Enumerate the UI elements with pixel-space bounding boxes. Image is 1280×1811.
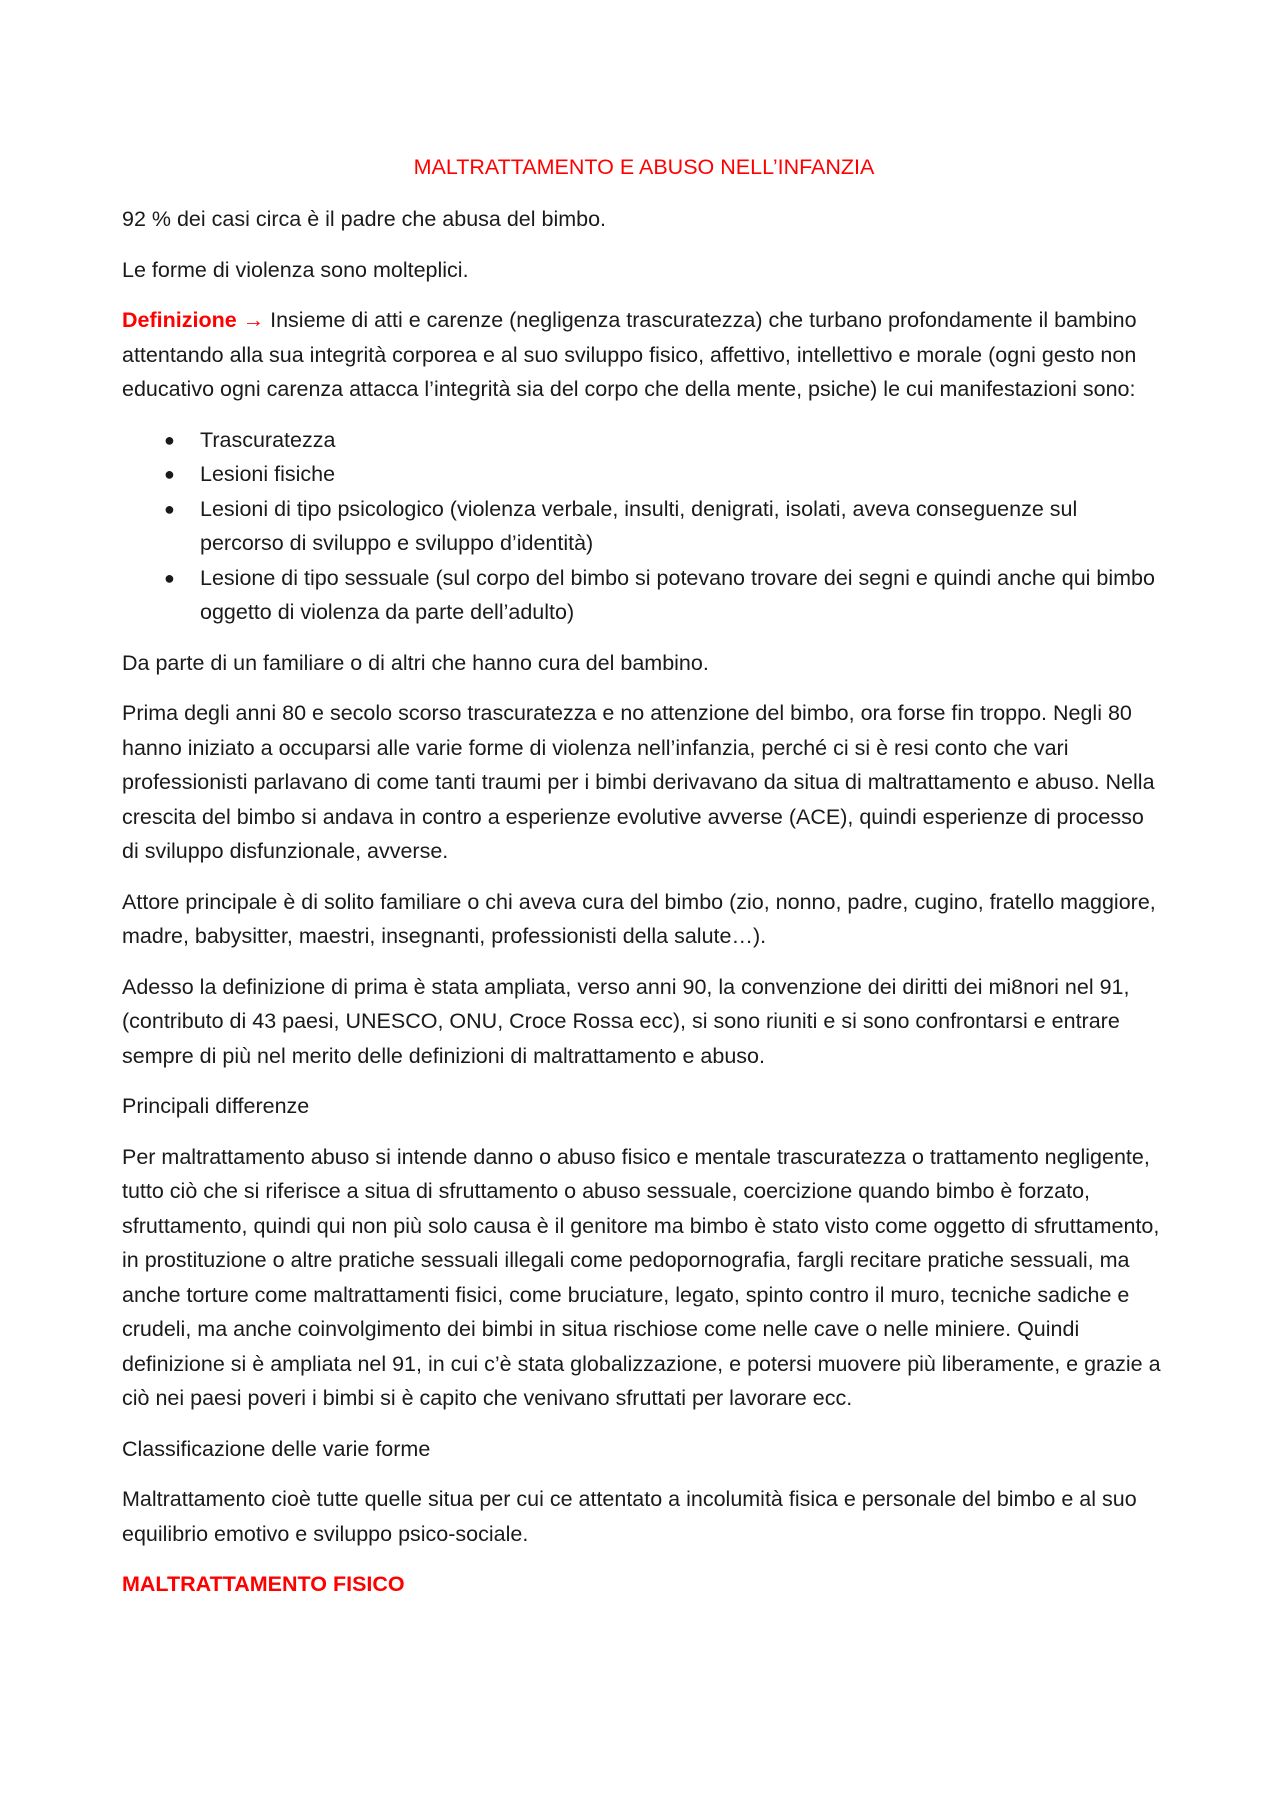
definition-label: Definizione xyxy=(122,308,237,332)
paragraph-forms: Le forme di violenza sono molteplici. xyxy=(122,257,469,282)
list-item: ● Lesione di tipo sessuale (sul corpo del bimbo si potevano trovare dei segni e quindi anche qui bimbo oggetto di violenza da parte dell’adulto) xyxy=(122,561,1166,630)
document-title: MALTRATTAMENTO E ABUSO NELL’INFANZIA xyxy=(413,155,875,179)
paragraph-maltreatment: Maltrattamento cioè tutte quelle situa per cui ce attentato a incolumità fisica e personale del bimbo e al suo equilibrio emotivo e sviluppo psico-sociale. xyxy=(122,1487,1137,1546)
paragraph-history: Prima degli anni 80 e secolo scorso trascuratezza e no attenzione del bimbo, ora forse fin troppo. Negli 80 hanno iniziato a occuparsi alle varie forme di violenza nell’infanzia, perché ci si è resi conto che vari professionisti parlavano di come tanti traumi per i bimbi derivavano da situa di maltrattamento e abuso. Nella crescita del bimbo si andava in contro a esperienze evolutive avverse (ACE), quindi esperienze di processo di sviluppo disfunzionale, avverse. xyxy=(122,701,1155,863)
manifestations-list xyxy=(122,423,1166,630)
arrow-right-icon: → xyxy=(242,308,265,332)
paragraph-actors: Attore principale è di solito familiare o chi aveva cura del bimbo (zio, nonno, padre, cugino, fratello maggiore, madre, babysitter, maestri, insegnanti, professionisti della salute…). xyxy=(122,889,1156,948)
paragraph-definition xyxy=(122,303,1166,407)
section-heading-physical: MALTRATTAMENTO FISICO xyxy=(122,1572,405,1596)
list-item: ● Trascuratezza xyxy=(122,423,1166,458)
bullet-icon: ● xyxy=(164,567,175,588)
paragraph-family: Da parte di un familiare o di altri che hanno cura del bambino. xyxy=(122,650,709,675)
paragraph-statistic: 92 % dei casi circa è il padre che abusa del bimbo. xyxy=(122,207,607,231)
paragraph-differences-heading: Principali differenze xyxy=(122,1094,310,1118)
paragraph-abuse-definition: Per maltrattamento abuso si intende danno o abuso fisico e mentale trascuratezza o trattamento negligente, tutto ciò che si riferisce a situa di sfruttamento o abuso sessuale, coercizione quando bimbo è forzato, sfruttamento, quindi qui non più solo causa è il genitore ma bimbo è stato visto come oggetto di sfruttamento, in prostituzione o altre pratiche sessuali illegali come pedopornografia, fargli recitare pratiche sessuali, ma anche torture come maltrattamenti fisici, come bruciature, legato, spinto contro il muro, tecniche sadiche e crudeli, ma anche coinvolgimento dei bimbi in situa rischiose come nelle cave o nelle miniere. Quindi definizione si è ampliata nel 91, in cui c’è stata globalizzazione, e potersi muovere più liberamente, e grazie a ciò nei paesi poveri i bimbi si è capito che venivano sfruttati per lavorare ecc. xyxy=(122,1144,1161,1410)
definition-text: Insieme di atti e carenze (negligenza trascuratezza) che turbano profondamente il bambino attentando alla sua integrità corporea e al suo sviluppo fisico, affettivo, intellettivo e morale (ogni gesto non educativo ogni carenza attacca l’integrità sia del corpo che della mente, psiche) le cui manifestazioni sono: xyxy=(122,308,1137,401)
paragraph-classification-heading: Classificazione delle varie forme xyxy=(122,1436,431,1461)
paragraph-convention: Adesso la definizione di prima è stata ampliata, verso anni 90, la convenzione dei diritti dei mi8nori nel 91, (contributo di 43 paesi, UNESCO, ONU, Croce Rossa ecc), si sono riuniti e si sono confrontarsi e entrare sempre di più nel merito delle definizioni di maltrattamento e abuso. xyxy=(122,974,1130,1068)
bullet-icon: ● xyxy=(164,498,175,519)
list-item: ● Lesioni di tipo psicologico (violenza verbale, insulti, denigrati, isolati, aveva conseguenze sul percorso di sviluppo e sviluppo d’identità) xyxy=(122,492,1166,561)
list-item: ● Lesioni fisiche xyxy=(122,457,1166,492)
bullet-icon: ● xyxy=(164,429,175,450)
bullet-icon: ● xyxy=(164,464,175,484)
